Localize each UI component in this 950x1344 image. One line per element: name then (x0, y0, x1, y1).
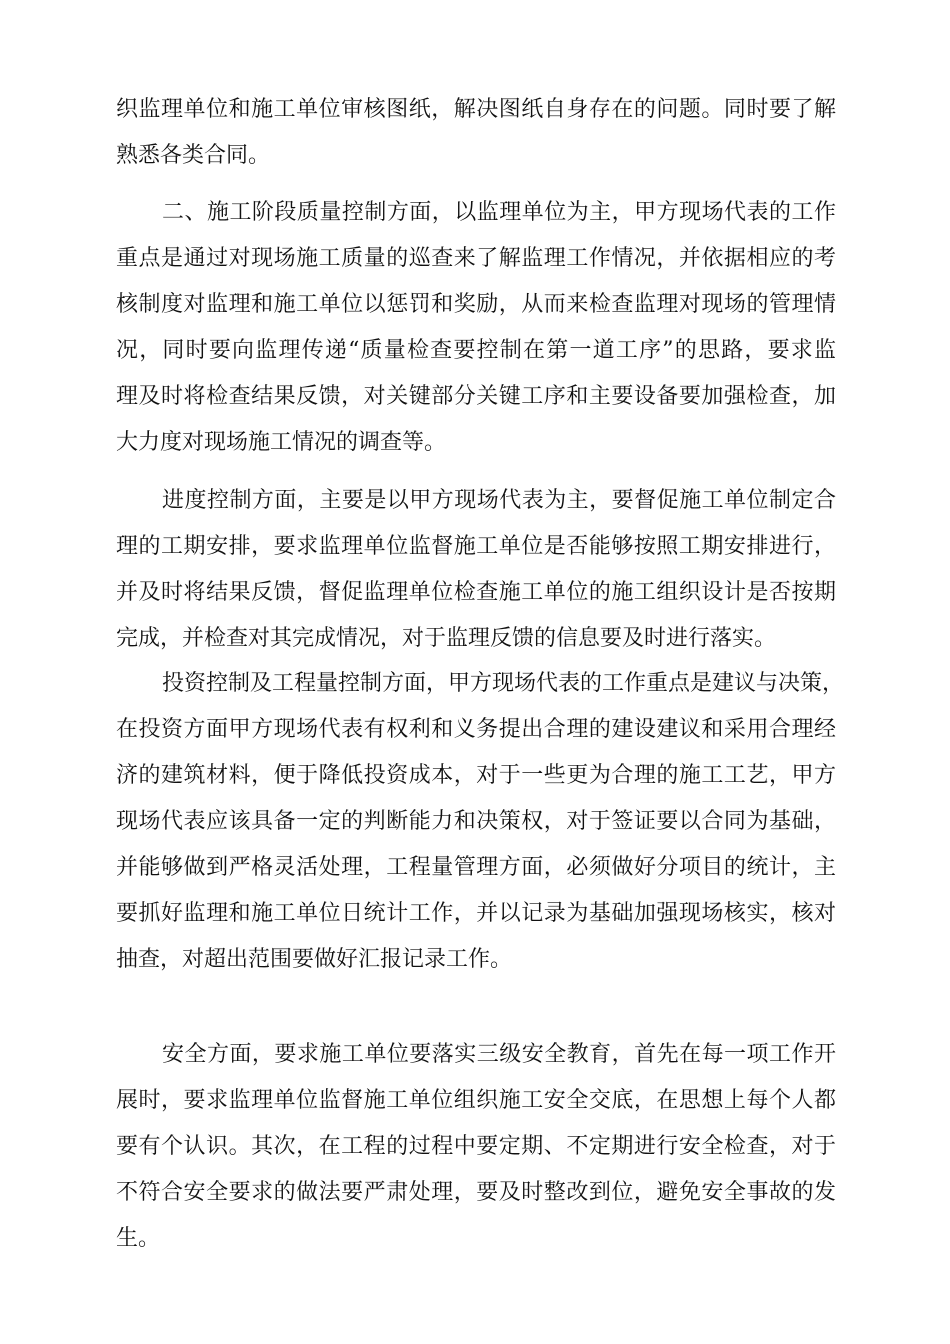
text-line: 投资控制及工程量控制方面，甲方现场代表的工作重点是建议与决策， (162, 671, 845, 696)
text-line: 进度控制方面，主要是以甲方现场代表为主，要督促施工单位制定合 (162, 488, 836, 513)
text-line: 济的建筑材料，便于降低投资成本，对于一些更为合理的施工工艺，甲方 (116, 763, 836, 788)
text-line: 不符合安全要求的做法要严肃处理，要及时整改到位，避免安全事故的发 (116, 1180, 836, 1205)
text-line: 大力度对现场施工情况的调查等。 (116, 430, 447, 455)
text-line: 二、施工阶段质量控制方面，以监理单位为主，甲方现场代表的工作 (162, 200, 836, 225)
text-line: 核制度对监理和施工单位以惩罚和奖励，从而来检查监理对现场的管理情 (116, 292, 836, 317)
paragraph-safety (116, 1032, 836, 1262)
text-line: 重点是通过对现场施工质量的巡查来了解监理工作情况，并依据相应的考 (116, 246, 836, 271)
paragraph-drawing-review (116, 87, 836, 179)
text-line: 理及时将检查结果反馈，对关键部分关键工序和主要设备要加强检查，加 (116, 384, 836, 409)
paragraph-quality-control (116, 190, 836, 466)
text-line: 要抓好监理和施工单位日统计工作，并以记录为基础加强现场核实，核对 (116, 901, 836, 926)
text-line: 织监理单位和施工单位审核图纸，解决图纸自身存在的问题。同时要了解 (116, 97, 836, 122)
text-line: 展时，要求监理单位监督施工单位组织施工安全交底，在思想上每个人都 (116, 1088, 836, 1113)
text-line: 现场代表应该具备一定的判断能力和决策权，对于签证要以合同为基础， (116, 809, 836, 834)
text-line: 要有个认识。其次，在工程的过程中要定期、不定期进行安全检查，对于 (116, 1134, 836, 1159)
text-line: 并及时将结果反馈，督促监理单位检查施工单位的施工组织设计是否按期 (116, 580, 836, 605)
text-line: 在投资方面甲方现场代表有权利和义务提出合理的建设建议和采用合理经 (116, 717, 836, 742)
paragraph-investment-control (116, 661, 845, 983)
text-line: 生。 (116, 1226, 161, 1251)
text-line: 抽查，对超出范围要做好汇报记录工作。 (116, 947, 513, 972)
text-line: 并能够做到严格灵活处理，工程量管理方面，必须做好分项目的统计，主 (116, 855, 836, 880)
text-line: 安全方面，要求施工单位要落实三级安全教育，首先在每一项工作开 (162, 1042, 836, 1067)
paragraph-schedule-control (116, 478, 836, 662)
text-line: 完成，并检查对其完成情况，对于监理反馈的信息要及时进行落实。 (116, 626, 777, 651)
text-line: 理的工期安排，要求监理单位监督施工单位是否能够按照工期安排进行， (116, 534, 836, 559)
text-line: 熟悉各类合同。 (116, 143, 271, 168)
text-line: 况，同时要向监理传递“质量检查要控制在第一道工序”的思路，要求监 (116, 338, 836, 363)
